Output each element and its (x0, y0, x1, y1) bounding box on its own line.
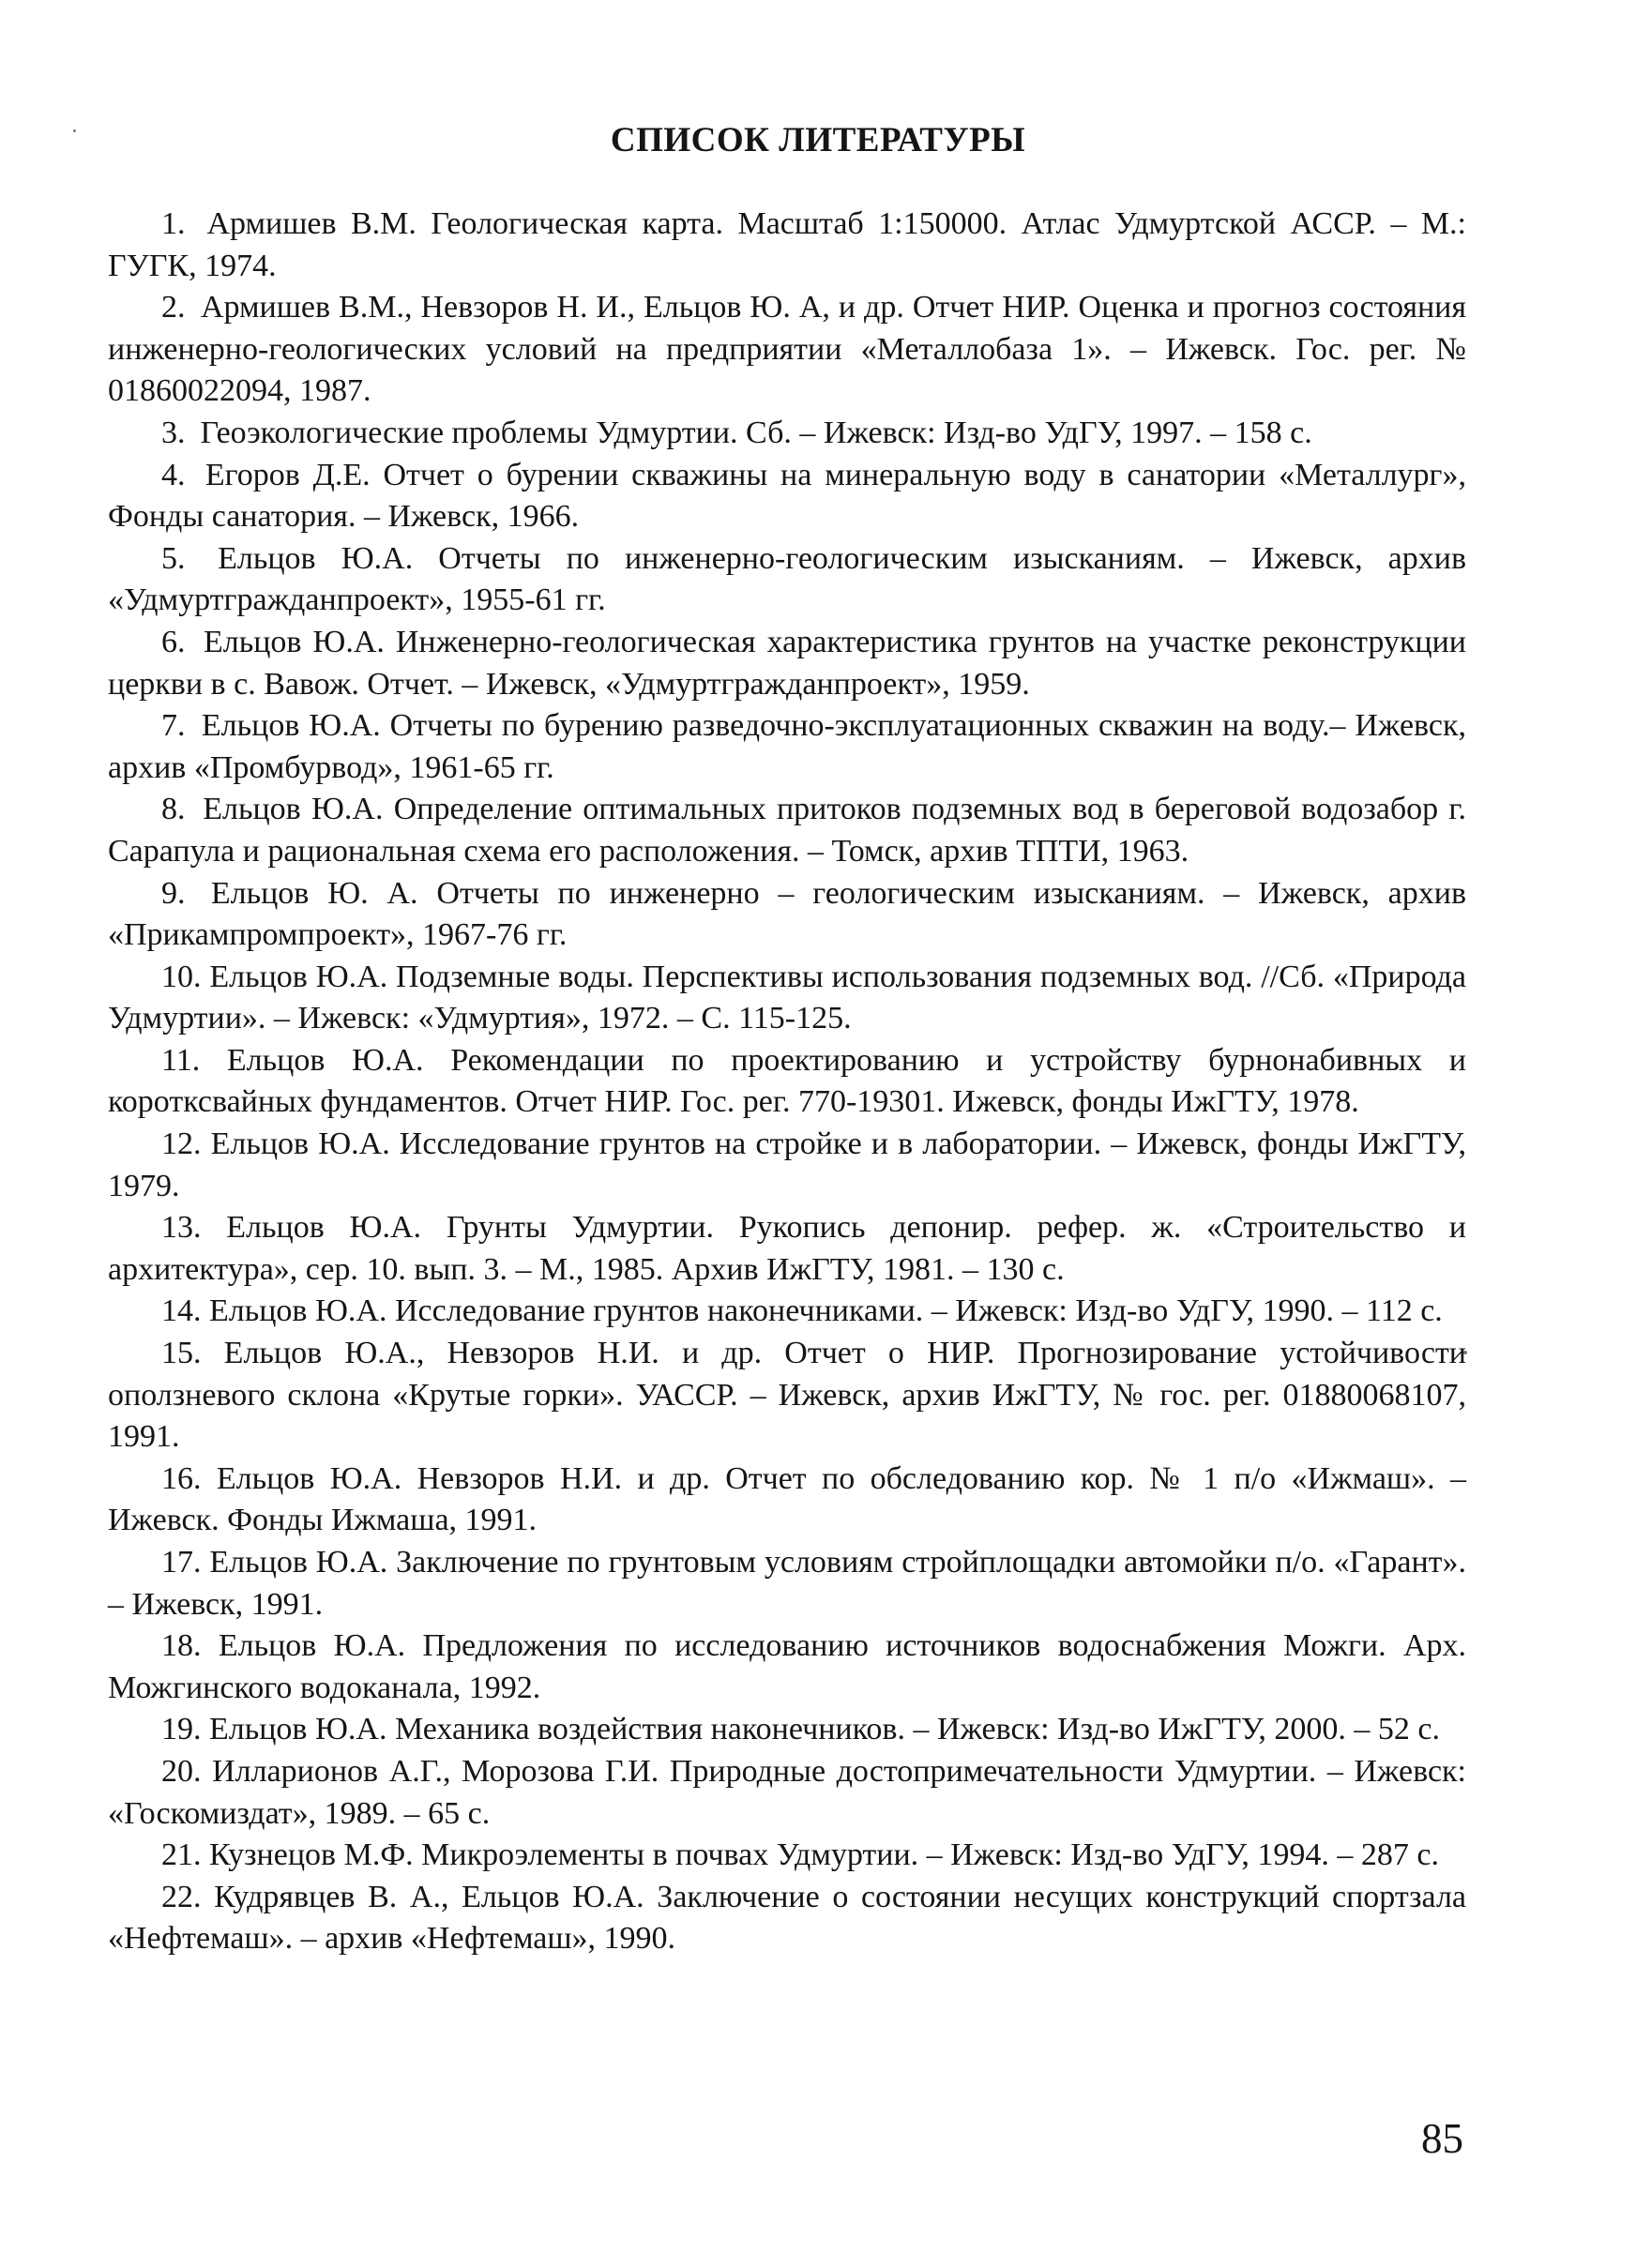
reference-number: 22. (161, 1879, 202, 1914)
reference-text: Ельцов Ю.А. Механика воздействия наконечников. – Ижевск: Изд-во ИжГТУ, 2000. – 52 с. (209, 1712, 1440, 1747)
reference-text: Ельцов Ю.А. Определение оптимальных притоков подземных вод в береговой водозабор г. Сарапула и рациональная схема его расположения. – Томск, архив ТПТИ, 1963. (108, 792, 1467, 869)
reference-item (108, 1207, 1466, 1291)
reference-number: 3. (161, 415, 186, 450)
reference-item (108, 1040, 1466, 1124)
reference-text: Ельцов Ю.А. Невзоров Н.И. и др. Отчет по обследованию кор. № 1 п/о «Ижмаш». – Ижевск. Фонды Ижмаша, 1991. (108, 1460, 1466, 1538)
reference-number: 21. (161, 1837, 202, 1873)
reference-text: Илларионов А.Г., Морозова Г.И. Природные достопримечательности Удмуртии. – Ижевск: «Госкомиздат», 1989. – 65 с. (108, 1753, 1466, 1831)
reference-number: 7. (161, 708, 186, 744)
reference-number: 9. (161, 875, 186, 911)
reference-text: Кудрявцев В. А., Ельцов Ю.А. Заключение о состоянии несущих конструкций спортзала «Нефтемаш». – архив «Нефтемаш», 1990. (108, 1879, 1467, 1957)
reference-number: 12. (161, 1126, 202, 1162)
reference-item (108, 204, 1466, 287)
reference-text: Геоэкологические проблемы Удмуртии. Сб. – Ижевск: Изд-во УдГУ, 1997. – 158 с. (200, 415, 1312, 450)
reference-item (108, 873, 1466, 957)
reference-number: 15. (161, 1336, 202, 1371)
reference-item (108, 1835, 1466, 1877)
reference-item (108, 957, 1466, 1040)
reference-item (108, 622, 1466, 705)
reference-text: Егоров Д.Е. Отчет о бурении скважины на минеральную воду в санатории «Металлург», Фонды санатория. – Ижевск, 1966. (108, 457, 1466, 535)
reference-item (108, 455, 1466, 538)
reference-number: 11. (161, 1042, 201, 1078)
reference-text: Ельцов Ю.А. Грунты Удмуртии. Рукопись депонир. рефер. ж. «Строительство и архитектура», сер. 10. вып. 3. – М., 1985. Архив ИжГТУ, 1981. – 130 с. (108, 1210, 1467, 1287)
reference-number: 6. (161, 624, 186, 659)
reference-item (108, 1459, 1466, 1542)
reference-number: 17. (161, 1545, 202, 1580)
reference-text: Армишев В.М., Невзоров Н. И., Ельцов Ю. А, и др. Отчет НИР. Оценка и прогноз состояния инженерно-геологических условий на предприятии «Металлобаза 1». – Ижевск. Гос. рег. № 01860022094, 1987. (108, 290, 1466, 409)
reference-item (108, 1877, 1466, 1960)
reference-number: 5. (161, 540, 186, 576)
reference-text: Ельцов Ю.А. Предложения по исследованию источников водоснабжения Можги. Арх. Можгинского водоканала, 1992. (108, 1628, 1467, 1705)
page-number: 85 (1421, 2115, 1463, 2162)
reference-item (108, 1625, 1466, 1709)
reference-number: 8. (161, 792, 186, 827)
reference-number: 13. (161, 1210, 202, 1246)
reference-item (108, 538, 1466, 622)
reference-list (108, 204, 1466, 1960)
reference-text: Ельцов Ю.А. Инженерно-геологическая характеристика грунтов на участке реконструкции церкви в с. Вавож. Отчет. – Ижевск, «Удмуртгражданпроект», 1959. (108, 624, 1466, 702)
reference-number: 16. (161, 1460, 202, 1496)
reference-number: 19. (161, 1712, 202, 1747)
reference-item (108, 1333, 1466, 1459)
reference-number: 20. (161, 1753, 202, 1789)
reference-text: Ельцов Ю.А. Исследование грунтов на стройке и в лаборатории. – Ижевск, фонды ИжГТУ, 1979. (108, 1126, 1467, 1203)
reference-item (108, 1124, 1466, 1207)
reference-item (108, 1291, 1466, 1333)
reference-item (108, 1751, 1466, 1835)
reference-item (108, 1542, 1466, 1625)
reference-number: 14. (161, 1293, 202, 1329)
reference-item (108, 789, 1466, 872)
reference-text: Ельцов Ю.А. Подземные воды. Перспективы использования подземных вод. //Сб. «Природа Удмуртии». – Ижевск: «Удмуртия», 1972. – С. 115-125. (108, 959, 1467, 1036)
reference-number: 18. (161, 1628, 202, 1664)
reference-number: 1. (161, 206, 186, 241)
reference-text: Ельцов Ю.А. Заключение по грунтовым условиям стройплощадки автомойки п/о. «Гарант». – Ижевск, 1991. (108, 1545, 1467, 1622)
reference-item (108, 287, 1466, 413)
reference-number: 10. (161, 959, 202, 994)
reference-text: Ельцов Ю.А. Исследование грунтов наконечниками. – Ижевск: Изд-во УдГУ, 1990. – 112 с. (209, 1293, 1443, 1329)
reference-text: Ельцов Ю.А. Отчеты по инженерно-геологическим изысканиям. – Ижевск, архив «Удмуртгражданпроект», 1955-61 гг. (108, 540, 1467, 618)
reference-text: Ельцов Ю. А. Отчеты по инженерно – геологическим изысканиям. – Ижевск, архив «Прикампромпроект», 1967-76 гг. (108, 875, 1467, 953)
reference-item (108, 705, 1466, 789)
reference-number: 4. (161, 457, 186, 492)
reference-text: Ельцов Ю.А., Невзоров Н.И. и др. Отчет о НИР. Прогнозирование устойчивости оползневого склона «Крутые горки». УАССР. – Ижевск, архив ИжГТУ, № гос. рег. 01880068107, 1991. (108, 1336, 1466, 1455)
reference-text: Ельцов Ю.А. Отчеты по бурению разведочно-эксплуатационных скважин на воду.– Ижевск, архив «Промбурвод», 1961-65 гг. (108, 708, 1467, 785)
reference-text: Кузнецов М.Ф. Микроэлементы в почвах Удмуртии. – Ижевск: Изд-во УдГУ, 1994. – 287 с. (209, 1837, 1439, 1873)
reference-text: Ельцов Ю.А. Рекомендации по проектированию и устройству бурнонабивных и коротксвайных фундаментов. Отчет НИР. Гос. рег. 770-19301. Ижевск, фонды ИжГТУ, 1978. (108, 1042, 1466, 1120)
reference-text: Армишев В.М. Геологическая карта. Масштаб 1:150000. Атлас Удмуртской АССР. – М.: ГУГК, 1974. (108, 206, 1467, 283)
reference-number: 2. (161, 290, 186, 325)
page-title: СПИСОК ЛИТЕРАТУРЫ (610, 121, 1026, 159)
reference-item (108, 413, 1466, 455)
reference-item (108, 1709, 1466, 1751)
